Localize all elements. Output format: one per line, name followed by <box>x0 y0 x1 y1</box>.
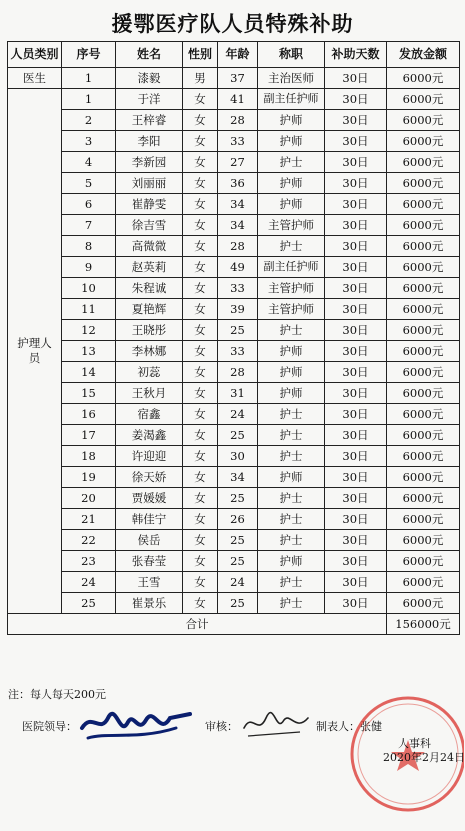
cell-sex: 女 <box>183 194 218 215</box>
cell-amount: 6000元 <box>387 173 460 194</box>
table-row <box>8 467 460 488</box>
cell-amount: 6000元 <box>387 131 460 152</box>
cell-title: 护士 <box>258 509 325 530</box>
cell-amount: 6000元 <box>387 215 460 236</box>
cell-days: 30日 <box>325 257 387 278</box>
cell-title: 主管护师 <box>258 278 325 299</box>
cell-age: 25 <box>218 320 258 341</box>
cell-sex: 女 <box>183 425 218 446</box>
cell-sex: 女 <box>183 551 218 572</box>
cell-amount: 6000元 <box>387 341 460 362</box>
cell-amount: 6000元 <box>387 404 460 425</box>
cell-sex: 女 <box>183 89 218 110</box>
cell-sex: 女 <box>183 446 218 467</box>
cell-number: 8 <box>62 236 116 257</box>
cell-age: 25 <box>218 530 258 551</box>
cell-days: 30日 <box>325 236 387 257</box>
review-label: 审核： <box>205 720 238 733</box>
cell-age: 27 <box>218 152 258 173</box>
department: 人事科 <box>398 737 431 750</box>
table-row <box>8 404 460 425</box>
cell-days: 30日 <box>325 131 387 152</box>
cell-days: 30日 <box>325 362 387 383</box>
cell-amount: 6000元 <box>387 89 460 110</box>
cell-days: 30日 <box>325 509 387 530</box>
cell-sex: 女 <box>183 488 218 509</box>
cell-title: 护师 <box>258 110 325 131</box>
cell-amount: 6000元 <box>387 152 460 173</box>
table-row <box>8 173 460 194</box>
cell-title: 护士 <box>258 404 325 425</box>
cell-name: 姜渴鑫 <box>116 425 183 446</box>
cell-number: 5 <box>62 173 116 194</box>
cell-age: 33 <box>218 341 258 362</box>
cell-days: 30日 <box>325 446 387 467</box>
cell-number: 11 <box>62 299 116 320</box>
cell-number: 13 <box>62 341 116 362</box>
table-row <box>8 530 460 551</box>
table-row <box>8 278 460 299</box>
cell-days: 30日 <box>325 593 387 614</box>
cell-name: 李新园 <box>116 152 183 173</box>
document-title: 援鄂医疗队人员特殊补助 <box>111 11 354 36</box>
cell-age: 33 <box>218 131 258 152</box>
cell-sex: 女 <box>183 362 218 383</box>
cell-title: 主管护师 <box>258 215 325 236</box>
cell-title: 护士 <box>258 572 325 593</box>
cell-number: 24 <box>62 572 116 593</box>
total-label: 合计 <box>8 614 387 635</box>
cell-title: 护师 <box>258 362 325 383</box>
table-header-row <box>8 42 460 68</box>
cell-days: 30日 <box>325 278 387 299</box>
leader-signature <box>78 704 198 746</box>
cell-title: 护士 <box>258 425 325 446</box>
cell-age: 37 <box>218 68 258 89</box>
cell-amount: 6000元 <box>387 383 460 404</box>
cell-age: 28 <box>218 362 258 383</box>
cell-title: 护士 <box>258 320 325 341</box>
cell-days: 30日 <box>325 320 387 341</box>
cell-age: 33 <box>218 278 258 299</box>
cell-name: 许迎迎 <box>116 446 183 467</box>
cell-title: 护士 <box>258 236 325 257</box>
cell-number: 21 <box>62 509 116 530</box>
cell-name: 徐天娇 <box>116 467 183 488</box>
cell-age: 34 <box>218 215 258 236</box>
cell-amount: 6000元 <box>387 320 460 341</box>
header-name: 姓名 <box>116 42 183 68</box>
cell-sex: 女 <box>183 131 218 152</box>
cell-days: 30日 <box>325 110 387 131</box>
cell-amount: 6000元 <box>387 551 460 572</box>
cell-age: 34 <box>218 467 258 488</box>
category-doctor: 医生 <box>8 68 62 89</box>
cell-title: 护士 <box>258 152 325 173</box>
cell-title: 护士 <box>258 446 325 467</box>
cell-amount: 6000元 <box>387 257 460 278</box>
cell-age: 49 <box>218 257 258 278</box>
table-row <box>8 593 460 614</box>
cell-title: 护士 <box>258 488 325 509</box>
cell-sex: 女 <box>183 509 218 530</box>
cell-sex: 女 <box>183 257 218 278</box>
cell-name: 王梓睿 <box>116 110 183 131</box>
cell-title: 护士 <box>258 593 325 614</box>
subsidy-table <box>7 41 460 635</box>
cell-name: 崔静雯 <box>116 194 183 215</box>
table-row <box>8 320 460 341</box>
cell-sex: 女 <box>183 572 218 593</box>
cell-amount: 6000元 <box>387 425 460 446</box>
cell-number: 10 <box>62 278 116 299</box>
table-row <box>8 236 460 257</box>
cell-sex: 女 <box>183 236 218 257</box>
cell-name: 侯岳 <box>116 530 183 551</box>
table-row <box>8 68 460 89</box>
cell-amount: 6000元 <box>387 278 460 299</box>
cell-name: 李林娜 <box>116 341 183 362</box>
cell-age: 28 <box>218 110 258 131</box>
cell-title: 护师 <box>258 551 325 572</box>
cell-name: 高微微 <box>116 236 183 257</box>
total-row <box>8 614 460 635</box>
cell-days: 30日 <box>325 551 387 572</box>
cell-days: 30日 <box>325 299 387 320</box>
cell-title: 副主任护师 <box>258 257 325 278</box>
cell-name: 王雪 <box>116 572 183 593</box>
table-row <box>8 131 460 152</box>
cell-name: 于洋 <box>116 89 183 110</box>
table-row <box>8 152 460 173</box>
cell-name: 刘丽丽 <box>116 173 183 194</box>
cell-number: 12 <box>62 320 116 341</box>
cell-number: 25 <box>62 593 116 614</box>
cell-days: 30日 <box>325 383 387 404</box>
cell-name: 王晓彤 <box>116 320 183 341</box>
cell-days: 30日 <box>325 488 387 509</box>
cell-days: 30日 <box>325 194 387 215</box>
cell-name: 朱程诚 <box>116 278 183 299</box>
table-row <box>8 488 460 509</box>
cell-amount: 6000元 <box>387 530 460 551</box>
table-row <box>8 362 460 383</box>
cell-title: 护师 <box>258 383 325 404</box>
cell-number: 18 <box>62 446 116 467</box>
cell-age: 41 <box>218 89 258 110</box>
cell-days: 30日 <box>325 89 387 110</box>
cell-amount: 6000元 <box>387 509 460 530</box>
cell-amount: 6000元 <box>387 572 460 593</box>
cell-sex: 女 <box>183 383 218 404</box>
cell-age: 30 <box>218 446 258 467</box>
table-row <box>8 383 460 404</box>
cell-name: 崔景乐 <box>116 593 183 614</box>
cell-number: 23 <box>62 551 116 572</box>
cell-amount: 6000元 <box>387 194 460 215</box>
table-row <box>8 299 460 320</box>
cell-number: 4 <box>62 152 116 173</box>
cell-number: 2 <box>62 110 116 131</box>
cell-days: 30日 <box>325 467 387 488</box>
cell-age: 39 <box>218 299 258 320</box>
cell-title: 护师 <box>258 131 325 152</box>
cell-name: 张春莹 <box>116 551 183 572</box>
note: 注：每人每天200元 <box>8 688 106 701</box>
cell-number: 20 <box>62 488 116 509</box>
cell-number: 1 <box>62 89 116 110</box>
cell-number: 14 <box>62 362 116 383</box>
cell-sex: 女 <box>183 152 218 173</box>
cell-days: 30日 <box>325 404 387 425</box>
table-row <box>8 215 460 236</box>
leader-label: 医院领导： <box>22 720 77 733</box>
table-row <box>8 257 460 278</box>
cell-sex: 女 <box>183 404 218 425</box>
cell-name: 贾媛媛 <box>116 488 183 509</box>
table-row <box>8 509 460 530</box>
cell-age: 25 <box>218 425 258 446</box>
cell-name: 徐吉雪 <box>116 215 183 236</box>
header-category: 人员类别 <box>8 42 62 68</box>
cell-name: 宿鑫 <box>116 404 183 425</box>
cell-number: 6 <box>62 194 116 215</box>
cell-days: 30日 <box>325 152 387 173</box>
header-age: 年龄 <box>218 42 258 68</box>
header-number: 序号 <box>62 42 116 68</box>
cell-name: 李阳 <box>116 131 183 152</box>
cell-days: 30日 <box>325 173 387 194</box>
cell-name: 漆毅 <box>116 68 183 89</box>
table-row <box>8 551 460 572</box>
cell-number: 15 <box>62 383 116 404</box>
cell-sex: 女 <box>183 341 218 362</box>
cell-name: 夏艳辉 <box>116 299 183 320</box>
cell-name: 王秋月 <box>116 383 183 404</box>
cell-amount: 6000元 <box>387 467 460 488</box>
cell-sex: 男 <box>183 68 218 89</box>
header-days: 补助天数 <box>325 42 387 68</box>
cell-amount: 6000元 <box>387 446 460 467</box>
cell-sex: 女 <box>183 215 218 236</box>
cell-age: 31 <box>218 383 258 404</box>
cell-age: 24 <box>218 572 258 593</box>
cell-title: 护师 <box>258 194 325 215</box>
cell-number: 3 <box>62 131 116 152</box>
cell-number: 22 <box>62 530 116 551</box>
cell-days: 30日 <box>325 68 387 89</box>
cell-amount: 6000元 <box>387 488 460 509</box>
header-title: 称职 <box>258 42 325 68</box>
table-row <box>8 425 460 446</box>
table-row <box>8 89 460 110</box>
cell-days: 30日 <box>325 215 387 236</box>
cell-name: 初蕊 <box>116 362 183 383</box>
cell-number: 16 <box>62 404 116 425</box>
cell-name: 赵英莉 <box>116 257 183 278</box>
cell-age: 26 <box>218 509 258 530</box>
table-row <box>8 194 460 215</box>
cell-days: 30日 <box>325 530 387 551</box>
cell-sex: 女 <box>183 320 218 341</box>
category-nurse: 护理人员 <box>8 89 62 614</box>
cell-sex: 女 <box>183 173 218 194</box>
table-row <box>8 446 460 467</box>
cell-title: 护师 <box>258 467 325 488</box>
header-amount: 发放金额 <box>387 42 460 68</box>
cell-number: 7 <box>62 215 116 236</box>
cell-sex: 女 <box>183 278 218 299</box>
cell-age: 25 <box>218 488 258 509</box>
cell-sex: 女 <box>183 467 218 488</box>
cell-sex: 女 <box>183 299 218 320</box>
cell-amount: 6000元 <box>387 236 460 257</box>
table-row <box>8 572 460 593</box>
table-body <box>8 68 460 614</box>
cell-amount: 6000元 <box>387 68 460 89</box>
cell-amount: 6000元 <box>387 593 460 614</box>
cell-title: 主管护师 <box>258 299 325 320</box>
cell-number: 1 <box>62 68 116 89</box>
cell-age: 28 <box>218 236 258 257</box>
cell-days: 30日 <box>325 425 387 446</box>
cell-age: 25 <box>218 551 258 572</box>
cell-days: 30日 <box>325 341 387 362</box>
cell-sex: 女 <box>183 110 218 131</box>
cell-title: 主治医师 <box>258 68 325 89</box>
cell-amount: 6000元 <box>387 362 460 383</box>
cell-sex: 女 <box>183 530 218 551</box>
cell-title: 护师 <box>258 173 325 194</box>
review-signature <box>240 706 312 742</box>
cell-age: 24 <box>218 404 258 425</box>
cell-amount: 6000元 <box>387 299 460 320</box>
cell-title: 护士 <box>258 530 325 551</box>
header-sex: 性别 <box>183 42 218 68</box>
cell-sex: 女 <box>183 593 218 614</box>
cell-days: 30日 <box>325 572 387 593</box>
cell-age: 34 <box>218 194 258 215</box>
table-row <box>8 110 460 131</box>
cell-number: 17 <box>62 425 116 446</box>
cell-number: 19 <box>62 467 116 488</box>
cell-amount: 6000元 <box>387 110 460 131</box>
cell-age: 36 <box>218 173 258 194</box>
cell-title: 副主任护师 <box>258 89 325 110</box>
cell-age: 25 <box>218 593 258 614</box>
total-amount: 156000元 <box>387 614 460 635</box>
date: 2020年2月24日 <box>383 751 465 764</box>
table-row <box>8 341 460 362</box>
cell-name: 韩佳宁 <box>116 509 183 530</box>
cell-number: 9 <box>62 257 116 278</box>
cell-title: 护师 <box>258 341 325 362</box>
maker-label: 制表人：张健 <box>316 720 382 733</box>
